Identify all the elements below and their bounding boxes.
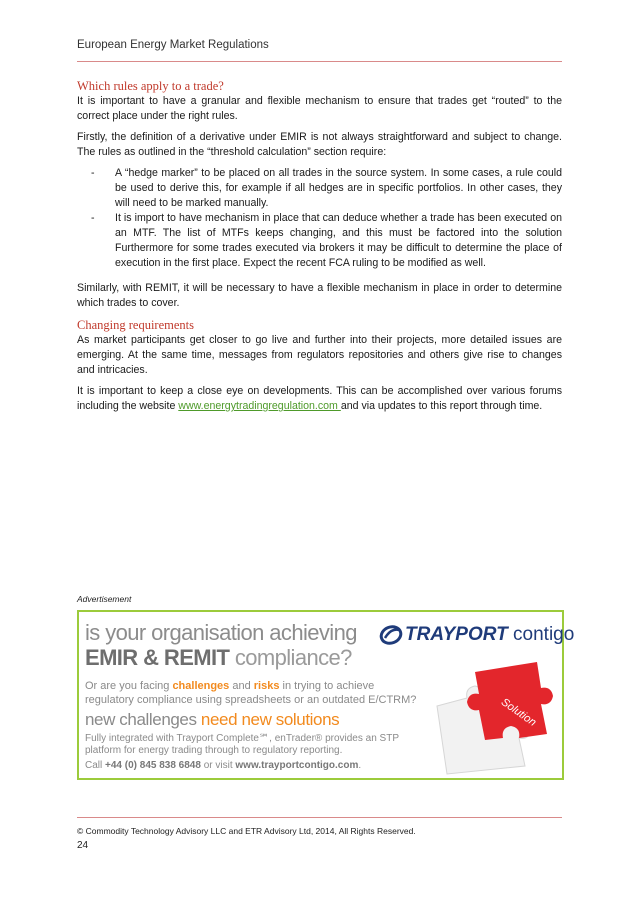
- copyright-notice: © Commodity Technology Advisory LLC and ETR Advisory Ltd, 2014, All Rights Reserved.: [77, 826, 416, 836]
- running-header: European Energy Market Regulations: [77, 39, 269, 51]
- ad-text: Or are you facing: [85, 680, 173, 692]
- ad-highlight: need new solutions: [200, 710, 340, 729]
- ad-text: compliance?: [229, 645, 352, 670]
- ad-body: Fully integrated with Trayport Complete℠, enTrader® provides an STP: [85, 733, 399, 744]
- ad-question: [85, 680, 374, 692]
- ad-text: or visit: [200, 760, 236, 771]
- ad-highlight: risks: [253, 680, 280, 692]
- ad-tagline: [85, 710, 339, 730]
- ad-phone: +44 (0) 845 838 6848: [105, 760, 201, 771]
- logo-sub: contigo: [507, 624, 575, 645]
- ad-body: platform for energy trading through to regulatory reporting.: [85, 745, 343, 756]
- logo-brand: TRAYPORT: [405, 624, 508, 645]
- ad-text: and: [229, 680, 254, 692]
- paragraph: Similarly, with REMIT, it will be necessary to have a flexible mechanism in place in order to determine which trades to cover.: [77, 282, 562, 309]
- puzzle-label: Solution: [498, 696, 539, 729]
- ad-question-cont: regulatory compliance using spreadsheets or an outdated E/CTRM?: [85, 694, 417, 706]
- page-number: 24: [77, 840, 89, 851]
- puzzle-pieces-icon: [427, 658, 559, 776]
- paragraph: It is important to have a granular and flexible mechanism to ensure that trades get “routed” to the correct place under the right rules.: [77, 95, 562, 122]
- list-item-text: It is import to have mechanism in place that can deduce whether a trade has been executed on an MTF. The list of MTFs keeps changing, and this must be factored into the solution Furthermore for some trades executed via brokers it may be difficult to determine the place of execution in the first place. Expect the recent FCA ruling to be modified as well.: [115, 212, 562, 269]
- ad-text: .: [358, 760, 362, 771]
- logo-text: [405, 624, 574, 646]
- paragraph-text: and via updates to this report through time.: [340, 400, 543, 412]
- dash-bullet: -: [91, 167, 95, 179]
- dash-bullet: -: [91, 212, 95, 224]
- paragraph-text: It is important to keep a close eye on developments. This can be accomplished over various forums including the website: [77, 385, 562, 412]
- list-item-text: A “hedge marker” to be placed on all trades in the source system. In some cases, a rule could be used to derive this, for example if all hedges are in specific portfolios. In other cases, they will need to be marked manually.: [115, 167, 562, 209]
- advertisement-label: Advertisement: [77, 594, 132, 604]
- paragraph: [77, 384, 562, 414]
- bullet-list: [77, 166, 562, 271]
- trayport-swoosh-icon: [379, 624, 403, 646]
- ad-highlight: challenges: [172, 680, 230, 692]
- ad-text: Call: [85, 760, 106, 771]
- paragraph: Firstly, the definition of a derivative under EMIR is not always straightforward and subject to change. The rules as outlined in the “threshold calculation” section require:: [77, 131, 562, 158]
- list-item: [77, 166, 562, 211]
- ad-url[interactable]: www.trayportcontigo.com: [235, 760, 359, 771]
- ad-subheadline: [85, 645, 352, 671]
- ad-text: in trying to achieve: [279, 680, 375, 692]
- section-heading-changing-requirements: Changing requirements: [77, 318, 194, 332]
- advertisement-banner[interactable]: [77, 610, 575, 780]
- website-link[interactable]: www.energytradingregulation.com: [178, 400, 341, 412]
- ad-contact: [85, 760, 361, 771]
- list-item: [77, 211, 562, 271]
- header-divider: [77, 61, 562, 62]
- ad-text: new challenges: [85, 710, 201, 729]
- footer-divider: [77, 817, 562, 818]
- ad-emphasis: EMIR & REMIT: [85, 645, 230, 670]
- paragraph: As market participants get closer to go live and further into their projects, more detailed issues are emerging. At the same time, messages from regulators repositories and others give rise to changes and intricacies.: [77, 334, 562, 376]
- ad-headline: is your organisation achieving: [85, 620, 357, 645]
- section-heading-rules: Which rules apply to a trade?: [77, 79, 224, 93]
- main-content: [77, 78, 562, 420]
